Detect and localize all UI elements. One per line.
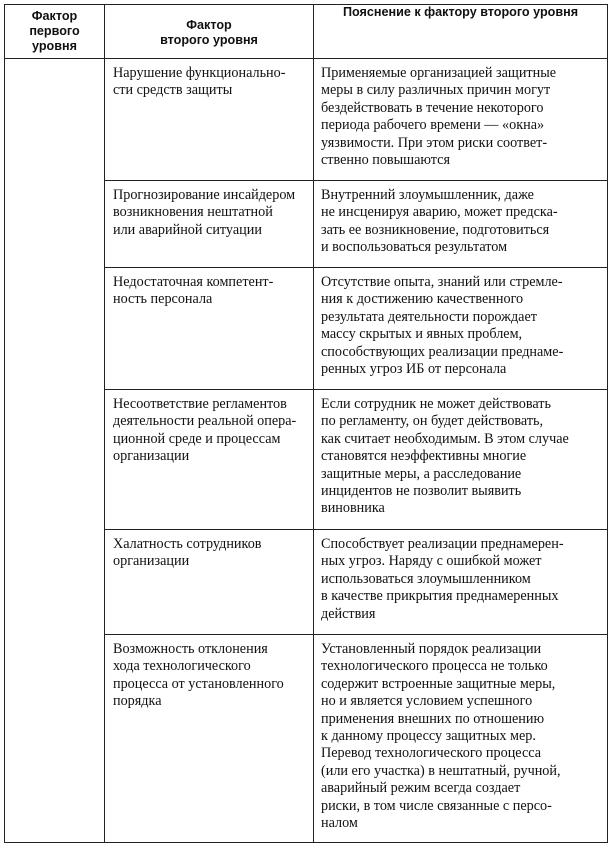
explanation-line: ренных угроз ИБ от персонала (321, 361, 507, 378)
explanation-line: но и является условием успешного (321, 693, 533, 710)
explanation-line: в качестве прикрытия преднамеренных (321, 588, 559, 605)
explanation-line: результата деятельности порождает (321, 308, 537, 325)
first-level-factor-cell (5, 59, 105, 843)
factors-table (4, 4, 608, 843)
explanation-line: бездействовать в течение некоторого (321, 99, 544, 116)
explanation-line: защитные меры, а расследование (321, 465, 522, 482)
explanation-line: Отсутствие опыта, знаний или стремле- (321, 274, 563, 290)
factor-line: Нарушение функциональнo- (113, 65, 286, 81)
explanation-line: Если сотрудник не может действовать (321, 396, 551, 412)
explanation-line: ния к достижению качественного (321, 291, 524, 308)
second-level-factor-cell (105, 268, 314, 390)
factor-line: организации (113, 448, 190, 465)
explanation-line: Установленный порядок реализации (321, 641, 542, 657)
explanation-line: становятся неэффективны многие (321, 448, 527, 465)
explanation-cell (314, 390, 608, 530)
explanation-cell (314, 268, 608, 390)
factor-line: ционной среде и процессам (113, 430, 281, 447)
explanation-line: Внутренний злоумышленник, даже (321, 187, 534, 203)
explanation-line: риски, в том числе связанные с персо- (321, 797, 552, 814)
explanation-line: технологического процесса не только (321, 658, 548, 675)
factor-line: организации (113, 553, 190, 570)
explanation-cell (314, 530, 608, 635)
explanation-line: к данному процессу защитных мер. (321, 728, 536, 745)
header-first-level-factor (5, 5, 105, 59)
explanation-line: налом (321, 815, 358, 832)
header-line: второго уровня (160, 33, 258, 47)
factor-line: процесса от установленного (113, 675, 284, 692)
explanation-cell (314, 59, 608, 181)
second-level-factor-cell (105, 530, 314, 635)
explanation-line: зать ее возникновение, подготовиться (321, 221, 550, 238)
explanation-line: периода рабочего времени — «окна» (321, 117, 545, 134)
explanation-line: инцидентов не позволит выявить (321, 483, 522, 500)
explanation-line: (или его участка) в нештатный, ручной, (321, 762, 561, 779)
explanation-line: Перевод технологического процесса (321, 745, 542, 762)
factor-line: Недостаточная компетент- (113, 274, 274, 290)
explanation-line: ных угроз. Наряду с ошибкой может (321, 553, 542, 570)
explanation-line: аварийный режим всегда создает (321, 780, 521, 797)
explanation-line: меры в силу различных причин могут (321, 82, 551, 99)
table-header-row (5, 5, 608, 59)
factor-line: или аварийной ситуации (113, 221, 262, 238)
explanation-line: Применяемые организацией защитные (321, 65, 557, 81)
header-line: Фактор (31, 9, 78, 23)
explanation-line: ственно повышаются (321, 152, 450, 169)
explanation-cell (314, 181, 608, 268)
factor-line: возникновения нештатной (113, 204, 273, 221)
factor-line: Возможность отклонения (113, 641, 268, 657)
factor-line: порядка (113, 693, 162, 710)
explanation-line: Способствует реализации преднамерен- (321, 536, 564, 552)
table-row (5, 59, 608, 181)
header-second-level-factor (105, 5, 314, 59)
explanation-line: виновника (321, 500, 385, 517)
second-level-factor-cell (105, 181, 314, 268)
second-level-factor-cell (105, 59, 314, 181)
header-line: Фактор (186, 18, 232, 32)
explanation-line: массу скрытых и явных проблем, (321, 326, 523, 343)
header-line: уровня (32, 39, 77, 53)
factor-line: деятельности реальной опера- (113, 413, 297, 430)
second-level-factor-cell (105, 390, 314, 530)
explanation-line: применения внешних по отношению (321, 710, 545, 727)
explanation-line: как считает необходимым. В этом случае (321, 430, 569, 447)
factor-line: сти средств защиты (113, 82, 233, 99)
second-level-factor-cell (105, 635, 314, 843)
factor-line: Прогнозирование инсайдером (113, 187, 296, 203)
factor-line: хода технологического (113, 658, 251, 675)
explanation-line: не инсценируя аварию, может предска- (321, 204, 558, 221)
header-line: Пояснение к фактору второго уровня (342, 5, 579, 19)
header-explanation (314, 5, 608, 59)
explanation-line: содержит встроенные защитные меры, (321, 675, 556, 692)
explanation-line: по регламенту, он будет действовать, (321, 413, 544, 430)
explanation-line: способствующих реализации преднаме- (321, 343, 564, 360)
explanation-cell (314, 635, 608, 843)
factor-line: ность персонала (113, 291, 213, 308)
factor-line: Несоответствие регламентов (113, 396, 287, 412)
header-line: первого (29, 24, 80, 38)
explanation-line: уязвимости. При этом риски соответ- (321, 134, 548, 151)
explanation-line: и воспользоваться результатом (321, 239, 508, 256)
factor-line: Халатность сотрудников (113, 536, 262, 552)
explanation-line: использоваться злоумышленником (321, 570, 531, 587)
explanation-line: действия (321, 605, 376, 622)
